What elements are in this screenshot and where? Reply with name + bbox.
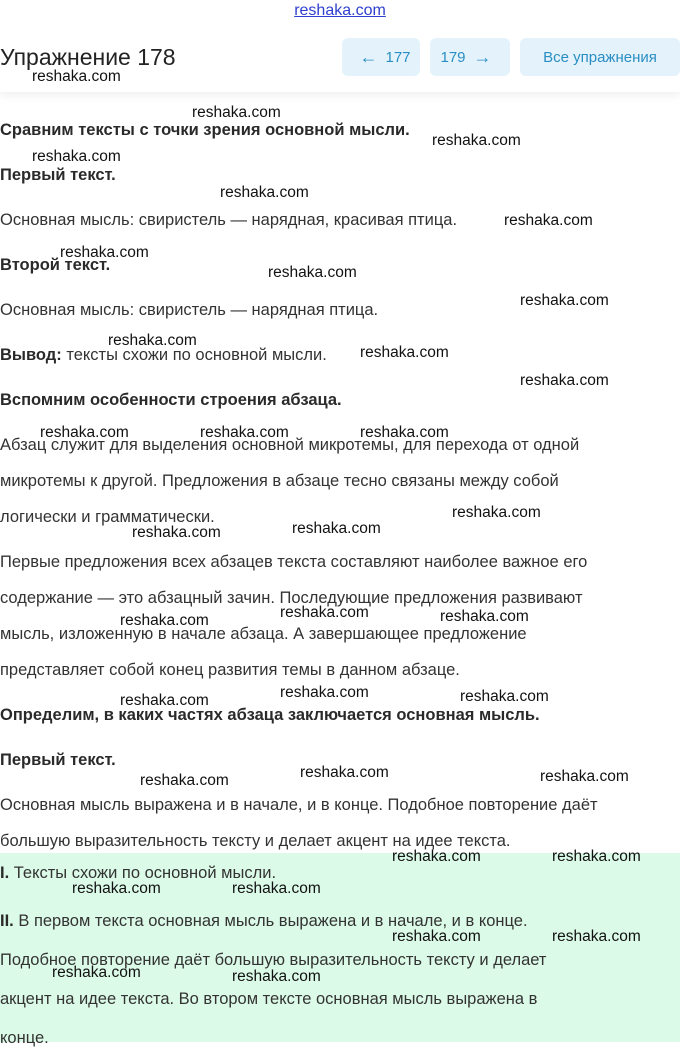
watermark: reshaka.com: [268, 264, 357, 281]
watermark: reshaka.com: [120, 612, 209, 629]
answer-text: В первом текста основная мысль выражена и в начале, и в конце.: [13, 912, 528, 930]
answer-number: I.: [0, 864, 10, 882]
paragraph: Сравним тексты с точки зрения основной мысли.: [0, 121, 410, 139]
watermark: reshaka.com: [120, 692, 209, 709]
watermark: reshaka.com: [32, 68, 121, 85]
site-link[interactable]: reshaka.com: [294, 2, 386, 19]
watermark: reshaka.com: [520, 372, 609, 389]
watermark: reshaka.com: [520, 292, 609, 309]
watermark: reshaka.com: [32, 148, 121, 165]
watermark: reshaka.com: [540, 768, 629, 785]
paragraph-line: Абзац служит для выделения основной микротемы, для перехода от одной: [0, 436, 580, 454]
prev-exercise-button[interactable]: [342, 38, 420, 76]
watermark: reshaka.com: [72, 880, 161, 897]
paragraph: Первый текст.: [0, 166, 116, 184]
watermark: reshaka.com: [552, 928, 641, 945]
watermark: reshaka.com: [392, 928, 481, 945]
paragraph: Второй текст.: [0, 256, 111, 274]
paragraph: Вспомним особенности строения абзаца.: [0, 391, 342, 409]
watermark: reshaka.com: [200, 424, 289, 441]
watermark: reshaka.com: [360, 424, 449, 441]
watermark: reshaka.com: [432, 132, 521, 149]
watermark: reshaka.com: [232, 968, 321, 985]
arrow-left-icon: ←: [359, 46, 378, 67]
answer-line: акцент на идее текста. Во втором тексте основная мысль выражена в: [0, 990, 538, 1008]
watermark: reshaka.com: [360, 344, 449, 361]
watermark: reshaka.com: [300, 764, 389, 781]
paragraph-line: Первые предложения всех абзацев текста составляют наиболее важное его: [0, 553, 588, 571]
answer-text: Тексты схожи по основной мысли.: [9, 864, 277, 882]
watermark: reshaka.com: [552, 848, 641, 865]
next-exercise-label: 179: [440, 48, 466, 66]
watermark: reshaka.com: [140, 772, 229, 789]
watermark: reshaka.com: [40, 424, 129, 441]
prev-exercise-label: 177: [385, 48, 411, 66]
watermark: reshaka.com: [292, 520, 381, 537]
watermark: reshaka.com: [108, 332, 197, 349]
paragraph: Первый текст.: [0, 751, 116, 769]
watermark: reshaka.com: [52, 964, 141, 981]
paragraph-line: представляет собой конец развития темы в данном абзаце.: [0, 661, 460, 679]
watermark: reshaka.com: [220, 184, 309, 201]
paragraph-line: микротемы к другой. Предложения в абзаце тесно связаны между собой: [0, 472, 559, 490]
paragraph-line: большую выразительность тексту и делает акцент на идее текста.: [0, 832, 511, 850]
watermark: reshaka.com: [280, 604, 369, 621]
watermark: reshaka.com: [232, 880, 321, 897]
answer-number: II.: [0, 912, 14, 930]
all-exercises-button[interactable]: Все упражнения: [520, 38, 680, 76]
paragraph-line: Основная мысль выражена и в начале, и в конце. Подобное повторение даёт: [0, 796, 598, 814]
watermark: reshaka.com: [504, 212, 593, 229]
paragraph-line: логически и грамматически.: [0, 508, 215, 526]
paragraph-line: мысль, изложенную в начале абзаца. А завершающее предложение: [0, 625, 527, 643]
conclusion-text: тексты схожи по основной мысли.: [61, 346, 327, 364]
watermark: reshaka.com: [392, 848, 481, 865]
watermark: reshaka.com: [280, 684, 369, 701]
page-title: Упражнение 178: [0, 44, 176, 70]
watermark: reshaka.com: [192, 104, 281, 121]
answer-line: конце.: [0, 1029, 49, 1047]
answer-line: Подобное повторение даёт большую выразительность тексту и делает: [0, 951, 547, 969]
paragraph: Основная мысль: свиристель — нарядная, красивая птица.: [0, 211, 458, 229]
watermark: reshaka.com: [60, 244, 149, 261]
paragraph-line: содержание — это абзацный зачин. Последующие предложения развивают: [0, 589, 583, 607]
watermark: reshaka.com: [440, 608, 529, 625]
conclusion-label: Вывод:: [0, 346, 62, 364]
paragraph: Основная мысль: свиристель — нарядная птица.: [0, 301, 379, 319]
watermark: reshaka.com: [132, 524, 221, 541]
watermark: reshaka.com: [452, 504, 541, 521]
next-exercise-button[interactable]: [430, 38, 510, 76]
watermark: reshaka.com: [460, 688, 549, 705]
arrow-right-icon: →: [473, 46, 492, 67]
paragraph: Определим, в каких частях абзаца заключается основная мысль.: [0, 706, 540, 724]
